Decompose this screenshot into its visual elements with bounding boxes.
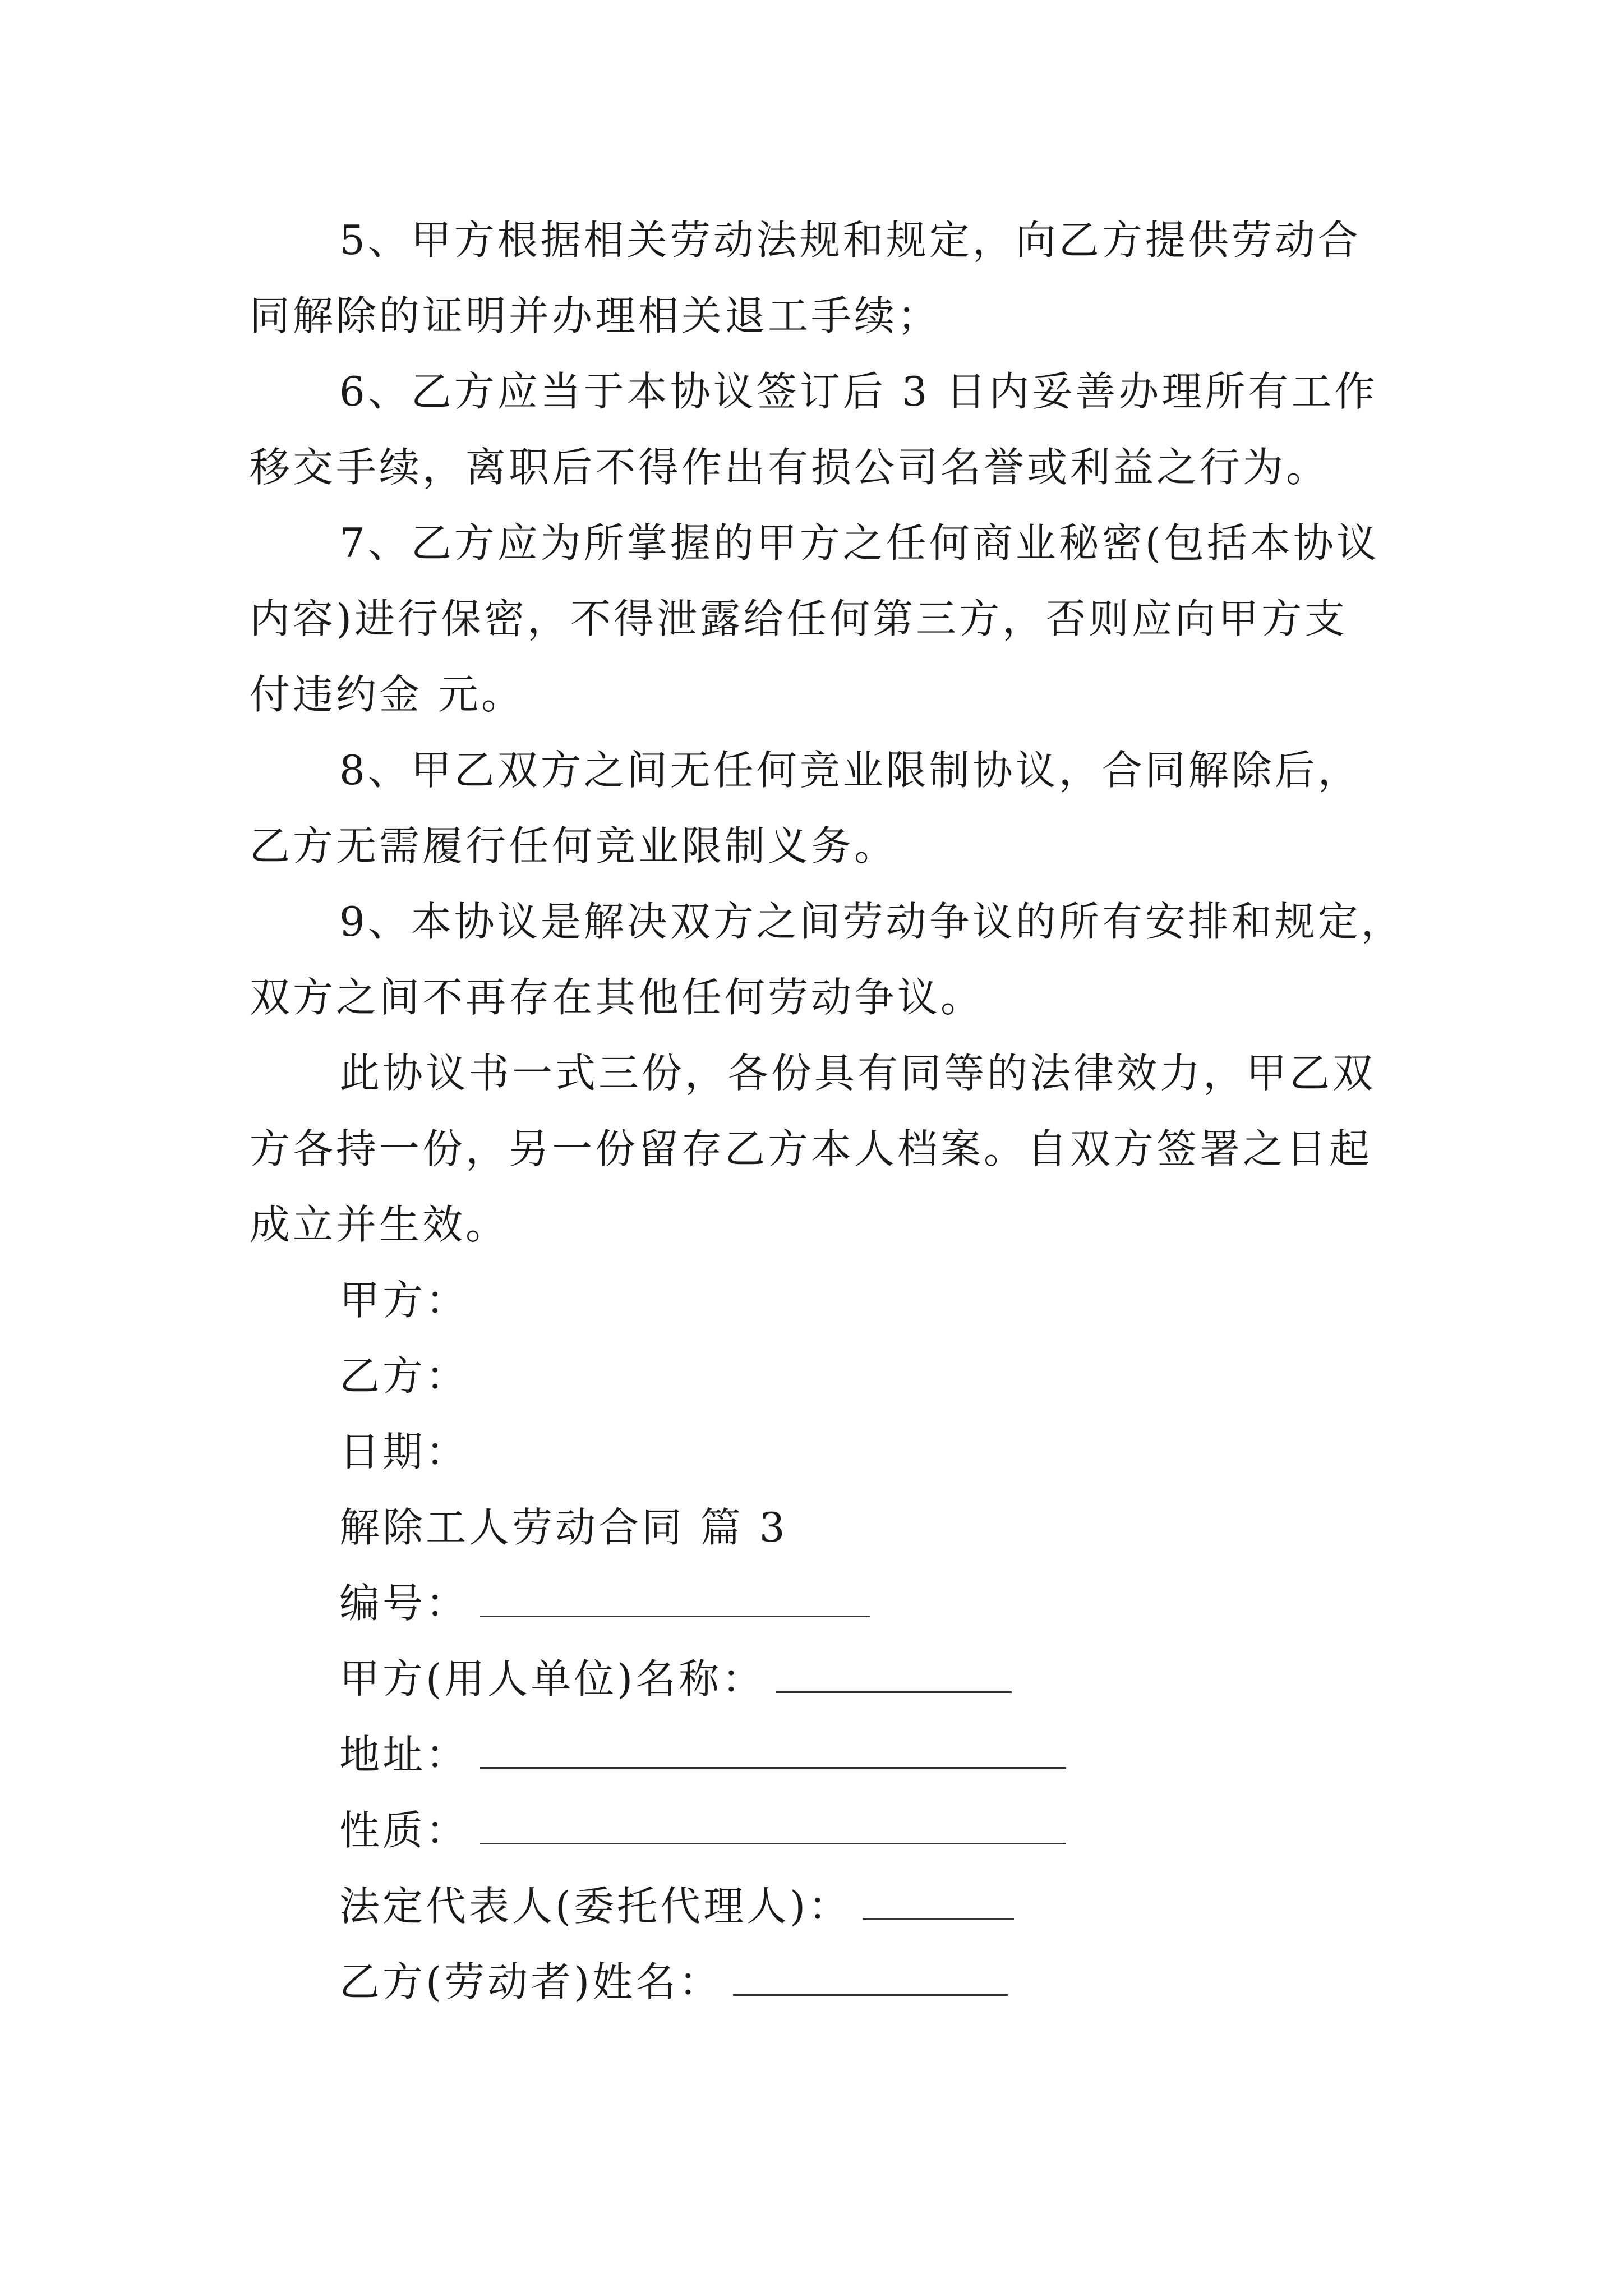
party-b-signature: 乙方： — [339, 1352, 469, 1400]
form-field-employer-name — [339, 1652, 1012, 1706]
clause-9-line-2: 双方之间不再存在其他任何劳动争议。 — [250, 974, 984, 1021]
employer-name-blank — [776, 1657, 1012, 1693]
number-blank — [480, 1581, 870, 1617]
closing-line-1: 此协议书一式三份，各份具有同等的法律效力，甲乙双 — [339, 1050, 1376, 1097]
clause-8-line-1: 8、甲乙双方之间无任何竞业限制协议，合同解除后， — [339, 747, 1361, 794]
form-field-legal-rep-label: 法定代表人(委托代理人)： — [339, 1883, 852, 1930]
clause-6-line-2: 移交手续，离职后不得作出有损公司名誉或利益之行为。 — [250, 444, 1330, 491]
form-field-address — [339, 1728, 1066, 1782]
clause-5-line-2: 同解除的证明并办理相关退工手续； — [250, 292, 941, 339]
form-field-legal-rep — [339, 1879, 1014, 1933]
form-field-number-label: 编号： — [339, 1580, 469, 1627]
form-field-number — [339, 1576, 870, 1630]
nature-blank — [480, 1808, 1066, 1844]
form-field-employee-name-label: 乙方(劳动者)姓名： — [339, 1958, 722, 2005]
clause-6-line-1: 6、乙方应当于本协议签订后 3 日内妥善办理所有工作 — [339, 368, 1378, 415]
clause-7-line-1: 7、乙方应为所掌握的甲方之任何商业秘密(包括本协议 — [339, 519, 1380, 567]
closing-line-2: 方各持一份，另一份留存乙方本人档案。自双方签署之日起 — [250, 1125, 1373, 1172]
clause-7-line-3: 付违约金 元。 — [250, 671, 524, 718]
employee-name-blank — [733, 1959, 1008, 1996]
legal-rep-blank — [863, 1884, 1014, 1920]
form-field-nature-label: 性质： — [339, 1807, 469, 1854]
closing-line-3: 成立并生效。 — [250, 1201, 509, 1248]
party-a-signature: 甲方： — [339, 1277, 469, 1324]
clause-5-line-1: 5、甲方根据相关劳动法规和规定，向乙方提供劳动合 — [339, 217, 1361, 264]
form-field-employee-name — [339, 1955, 1008, 2009]
clause-9-line-1: 9、本协议是解决双方之间劳动争议的所有安排和规定， — [339, 898, 1404, 945]
address-blank — [480, 1732, 1066, 1769]
form-field-nature — [339, 1803, 1066, 1857]
date-signature: 日期： — [339, 1428, 469, 1475]
form-field-address-label: 地址： — [339, 1731, 469, 1778]
clause-8-line-2: 乙方无需履行任何竞业限制义务。 — [250, 822, 898, 869]
form-field-employer-name-label: 甲方(用人单位)名称： — [339, 1655, 766, 1703]
clause-7-line-2: 内容)进行保密，不得泄露给任何第三方，否则应向甲方支 — [250, 595, 1348, 642]
section-title: 解除工人劳动合同 篇 3 — [339, 1504, 788, 1551]
